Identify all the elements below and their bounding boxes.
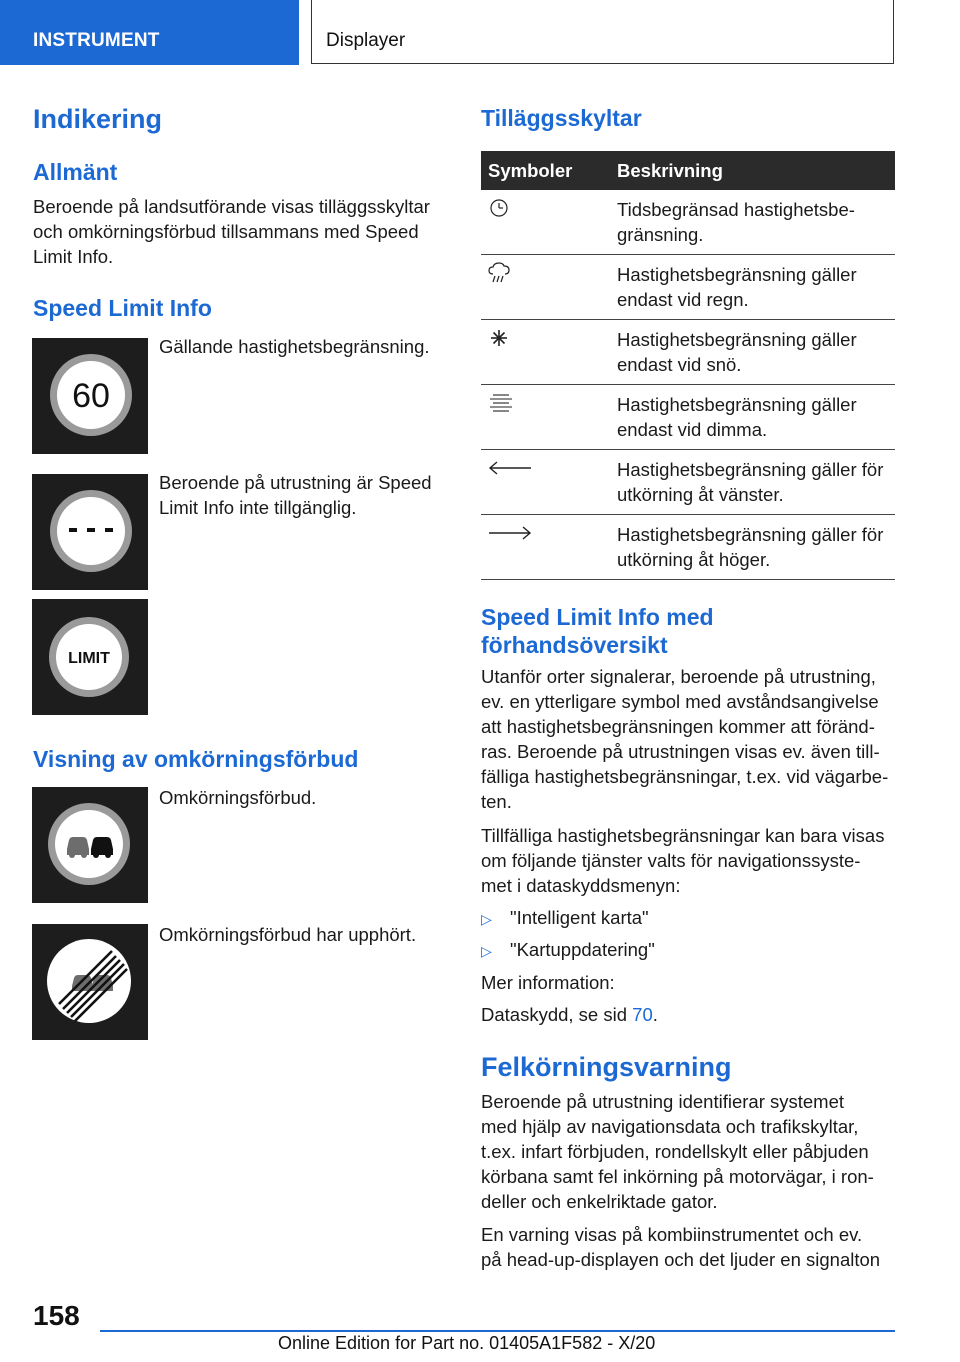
text-line: Tidsbegränsad hastighetsbe-	[617, 199, 855, 220]
addon-heading: Tilläggsskyltar	[481, 105, 642, 131]
description-cell	[617, 515, 895, 580]
description-cell	[617, 385, 895, 450]
bullet-intelligent-map: "Intelligent karta"	[510, 907, 649, 928]
text-line: Hastighetsbegränsning gäller för	[617, 524, 884, 545]
rain-cloud-icon	[487, 262, 513, 284]
snowflake-icon	[487, 327, 511, 349]
text-line: Hastighetsbegränsning gäller	[617, 394, 857, 415]
sli-heading: Speed Limit Info	[33, 295, 212, 321]
table-row	[481, 255, 895, 320]
section-tab	[0, 0, 299, 65]
preview-text	[481, 664, 888, 814]
text-line: ev. en ytterligare symbol med avståndsangivelse	[481, 691, 879, 712]
sign-60-label: 60	[72, 377, 110, 415]
text-line: fälliga hastighetsbegränsningar, t.ex. vid vägarbe-	[481, 766, 889, 787]
overtake-heading: Visning av omkörningsförbud	[33, 746, 359, 772]
heading-line: Speed Limit Info med	[481, 604, 714, 630]
symbol-cell	[481, 385, 617, 450]
description-cell	[617, 320, 895, 385]
text-line: En varning visas på kombiinstrumentet och ev.	[481, 1224, 863, 1245]
bullet-icon: ▷	[481, 911, 492, 927]
text-line: med hjälp av navigationsdata och trafikskyltar,	[481, 1116, 859, 1137]
bullet-icon: ▷	[481, 943, 492, 959]
page-link[interactable]: 70	[632, 1004, 653, 1025]
end-no-overtaking-text: Omkörningsförbud har upphört.	[159, 924, 417, 945]
table-row	[481, 450, 895, 515]
text-line: utkörning åt vänster.	[617, 484, 784, 505]
text-line: deller och enkelriktade gator.	[481, 1191, 718, 1212]
text-line: met i dataskyddsmenyn:	[481, 875, 681, 896]
more-info-label: Mer information:	[481, 972, 615, 993]
chapter-tab	[311, 0, 894, 64]
warning-text	[481, 1222, 880, 1272]
speed-limit-limit-sign	[32, 599, 148, 715]
speed-limit-60-sign	[32, 338, 148, 454]
text-line: Beroende på utrustning identifierar systemet	[481, 1091, 845, 1112]
fog-icon	[487, 392, 515, 414]
footer-divider	[100, 1330, 895, 1332]
text-line: att hastighetsbegränsningen kommer att föränd-	[481, 716, 875, 737]
description-cell	[617, 450, 895, 515]
text-line: utkörning åt höger.	[617, 549, 771, 570]
page-number: 158	[33, 1300, 80, 1331]
text-line: gränsning.	[617, 224, 704, 245]
sli-unavailable-text	[159, 470, 432, 520]
text-line: Limit Info.	[33, 246, 114, 267]
clock-icon	[487, 197, 511, 219]
text-line: Tillfälliga hastighetsbegränsningar kan bara visas	[481, 825, 885, 846]
privacy-reference	[481, 1002, 658, 1027]
table-row	[481, 385, 895, 450]
general-text	[33, 194, 430, 269]
chapter-label: Displayer	[326, 30, 406, 51]
no-overtaking-text: Omkörningsförbud.	[159, 787, 317, 808]
page-title: Indikering	[33, 104, 163, 134]
bullet-map-update: "Kartuppdatering"	[510, 939, 655, 960]
text-line: om följande tjänster valts för navigationssyste-	[481, 850, 861, 871]
text-line: körbana samt fel inkörning på motorvägar, i ron-	[481, 1166, 874, 1187]
text-line: ras. Beroende på utrustningen visas ev. även till-	[481, 741, 880, 762]
text-line: Hastighetsbegränsning gäller	[617, 264, 857, 285]
speed-limit-unavailable-sign	[32, 474, 148, 590]
description-cell	[617, 190, 895, 255]
text-line: ten.	[481, 791, 512, 812]
text-line: endast vid regn.	[617, 289, 749, 310]
text-line: Limit Info inte tillgänglig.	[159, 497, 357, 518]
text-line: Utanför orter signalerar, beroende på utrustning,	[481, 666, 876, 687]
edition-text: Online Edition for Part no. 01405A1F582 - X/20	[278, 1333, 656, 1353]
text-line: Beroende på landsutförande visas tilläggsskyltar	[33, 196, 430, 217]
symbol-cell	[481, 320, 617, 385]
text-line: Hastighetsbegränsning gäller	[617, 329, 857, 350]
text-line: t.ex. infart förbjuden, rondellskylt eller påbjuden	[481, 1141, 869, 1162]
preview-heading	[481, 603, 714, 659]
col-description: Beskrivning	[617, 151, 895, 190]
text-line: Beroende på utrustning är Speed	[159, 472, 432, 493]
text-line: Hastighetsbegränsning gäller för	[617, 459, 884, 480]
no-overtaking-sign	[32, 787, 148, 903]
arrow-right-icon	[487, 522, 533, 544]
table-row	[481, 320, 895, 385]
symbol-cell	[481, 190, 617, 255]
wrongway-heading: Felkörningsvarning	[481, 1052, 732, 1082]
arrow-left-icon	[487, 457, 533, 479]
privacy-ref-text: Dataskydd, se sid	[481, 1004, 633, 1025]
table-row	[481, 190, 895, 255]
description-cell	[617, 255, 895, 320]
symbol-cell	[481, 515, 617, 580]
text-line: och omkörningsförbud tillsammans med Speed	[33, 221, 419, 242]
section-label: INSTRUMENT	[33, 30, 160, 51]
privacy-ref-end: .	[652, 1004, 658, 1025]
table-row	[481, 515, 895, 580]
symbol-cell	[481, 255, 617, 320]
sli-current-text: Gällande hastighetsbegränsning.	[159, 336, 430, 357]
general-heading: Allmänt	[33, 159, 118, 185]
table-header-row	[481, 151, 895, 190]
col-symbols: Symboler	[481, 151, 617, 190]
text-line: på head-up-displayen och det ljuder en signalton	[481, 1249, 881, 1270]
symbol-cell	[481, 450, 617, 515]
addon-signs-table	[481, 151, 895, 580]
text-line: endast vid dimma.	[617, 419, 768, 440]
text-line: endast vid snö.	[617, 354, 742, 375]
temp-limits-text	[481, 823, 884, 898]
end-no-overtaking-sign	[32, 924, 148, 1040]
sign-limit-label: LIMIT	[68, 650, 110, 667]
wrongway-text	[481, 1089, 874, 1214]
heading-line: förhandsöversikt	[481, 632, 668, 658]
